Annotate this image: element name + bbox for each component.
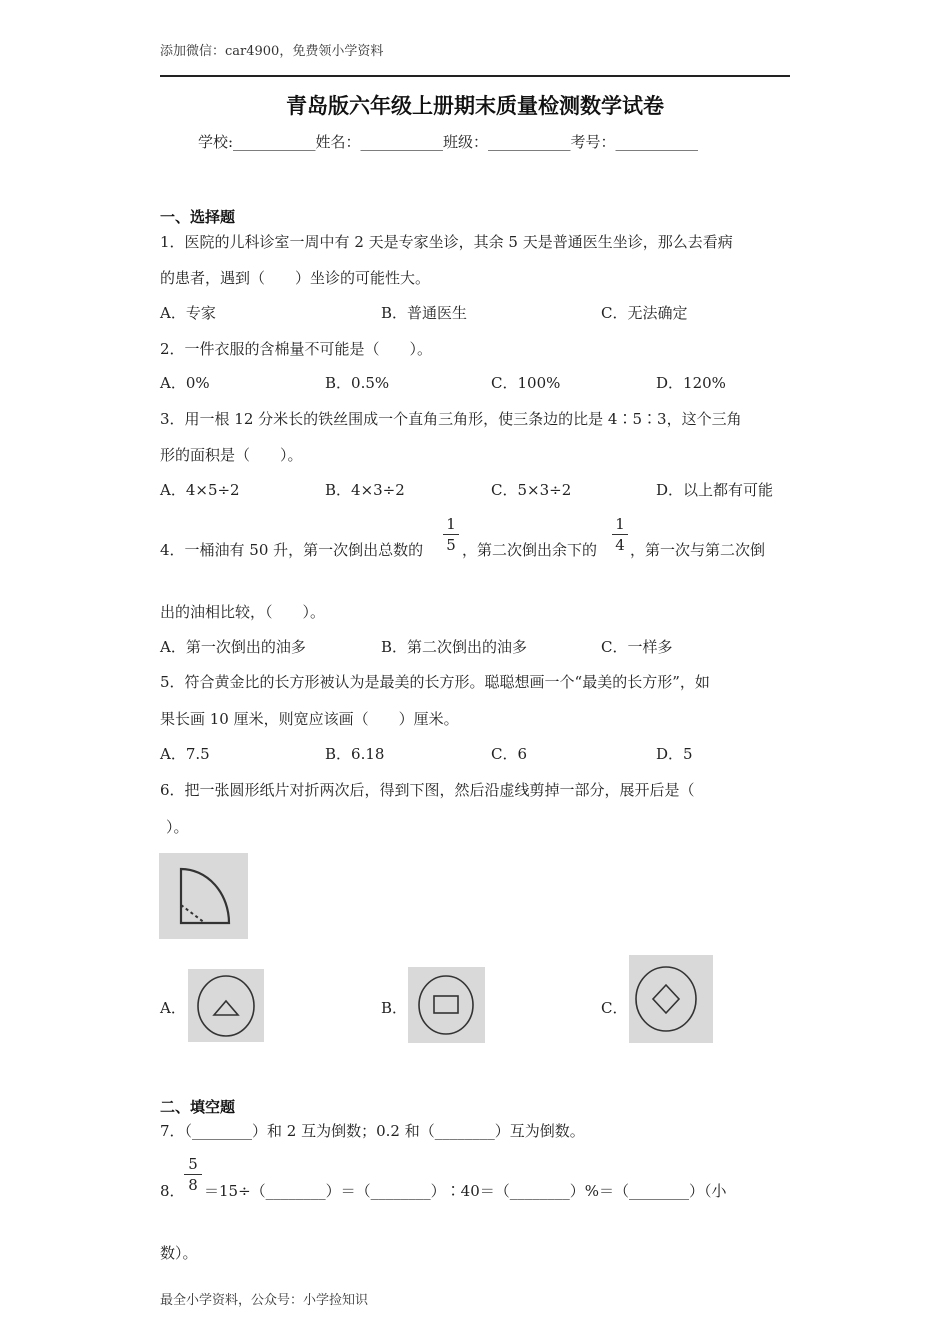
circle-with-rectangle bbox=[408, 967, 485, 1043]
q1-option-b: B．普通医生 bbox=[381, 304, 468, 322]
q8-rest: ＝15÷（________）＝（________）∶40＝（________）%＝（________）（小 bbox=[204, 1182, 727, 1200]
q3-option-c: C．5×3÷2 bbox=[491, 481, 572, 499]
q3-option-d: D．以上都有可能 bbox=[656, 481, 774, 499]
q8-frac-denominator: 8 bbox=[188, 1176, 198, 1194]
folded-paper-figure bbox=[159, 853, 248, 939]
q4-line2: 出的油相比较，（ ）。 bbox=[160, 603, 326, 621]
option-b-figure bbox=[408, 967, 485, 1043]
q1-line2: 的患者，遇到（ ）坐诊的可能性大。 bbox=[160, 269, 431, 287]
q6-option-c: C． bbox=[601, 999, 628, 1017]
circle-with-diamond bbox=[629, 955, 713, 1043]
section-heading-fill: 二、填空题 bbox=[160, 1098, 236, 1116]
q1-line1: 1．医院的儿科诊室一周中有 2 天是专家坐诊，其余 5 天是普通医生坐诊，那么去看病 bbox=[160, 233, 733, 251]
q2-option-c: C．100% bbox=[491, 374, 561, 392]
q3-line1: 3．用一根 12 分米长的铁丝围成一个直角三角形，使三条边的比是 4∶5∶3，这个三角 bbox=[160, 410, 742, 428]
q8-prefix: 8． bbox=[160, 1182, 185, 1200]
q5-line1: 5．符合黄金比的长方形被认为是最美的长方形。聪聪想画一个“最美的长方形”，如 bbox=[160, 673, 710, 691]
section-heading-choice: 一、选择题 bbox=[160, 208, 236, 226]
q1-option-c: C．无法确定 bbox=[601, 304, 688, 322]
q4-frac1-numerator: 1 bbox=[443, 514, 459, 535]
q5-option-b: B．6.18 bbox=[325, 745, 385, 763]
q2-option-a: A．0% bbox=[160, 374, 210, 392]
folded-paper-drawing bbox=[159, 853, 248, 939]
student-info-line: 学校:___________姓名：___________班级：___________考号：___________ bbox=[198, 133, 699, 151]
q4-option-b: B．第二次倒出的油多 bbox=[381, 638, 528, 656]
q3-option-a: A．4×5÷2 bbox=[160, 481, 240, 499]
q8-line2: 数）。 bbox=[160, 1244, 198, 1262]
q5-option-c: C．6 bbox=[491, 745, 528, 763]
q4-part3: ，第一次与第二次倒 bbox=[630, 541, 766, 559]
q6-line2: ）。 bbox=[166, 818, 189, 836]
q1-option-a: A．专家 bbox=[160, 304, 216, 322]
q4-part1: 4．一桶油有 50 升，第一次倒出总数的 bbox=[160, 541, 424, 559]
q2-option-b: B．0.5% bbox=[325, 374, 390, 392]
q6-option-b: B． bbox=[381, 999, 408, 1017]
footer-note: 最全小学资料，公众号：小学捡知识 bbox=[160, 1293, 369, 1308]
q4-fraction-1 bbox=[443, 514, 459, 555]
q5-option-a: A．7.5 bbox=[160, 745, 210, 763]
page-title: 青岛版六年级上册期末质量检测数学试卷 bbox=[286, 94, 664, 118]
option-a-figure bbox=[188, 969, 264, 1042]
q5-option-d: D．5 bbox=[656, 745, 693, 763]
q6-option-a: A． bbox=[160, 999, 186, 1017]
q7-line: 7．（________）和 2 互为倒数；0.2 和（________）互为倒数。 bbox=[160, 1122, 585, 1140]
q6-line1: 6．把一张圆形纸片对折两次后，得到下图，然后沿虚线剪掉一部分，展开后是（ bbox=[160, 781, 695, 799]
q8-fraction bbox=[184, 1154, 202, 1195]
q4-part2: ，第二次倒出余下的 bbox=[462, 541, 598, 559]
circle-with-triangle bbox=[188, 969, 264, 1042]
header-divider bbox=[160, 75, 790, 77]
q4-frac2-numerator: 1 bbox=[612, 514, 628, 535]
q3-line2: 形的面积是（ ）。 bbox=[160, 446, 303, 464]
q4-frac2-denominator: 4 bbox=[615, 536, 625, 554]
q4-option-c: C．一样多 bbox=[601, 638, 673, 656]
q4-option-a: A．第一次倒出的油多 bbox=[160, 638, 306, 656]
q2-line1: 2．一件衣服的含棉量不可能是（ ）。 bbox=[160, 340, 433, 358]
q2-option-d: D．120% bbox=[656, 374, 726, 392]
q4-frac1-denominator: 5 bbox=[446, 536, 456, 554]
q8-frac-numerator: 5 bbox=[184, 1154, 202, 1175]
q3-option-b: B．4×3÷2 bbox=[325, 481, 405, 499]
q4-fraction-2 bbox=[612, 514, 628, 555]
q5-line2: 果长画 10 厘米，则宽应该画（ ）厘米。 bbox=[160, 710, 459, 728]
top-note: 添加微信：car4900，免费领小学资料 bbox=[160, 44, 384, 59]
option-c-figure bbox=[629, 955, 713, 1043]
